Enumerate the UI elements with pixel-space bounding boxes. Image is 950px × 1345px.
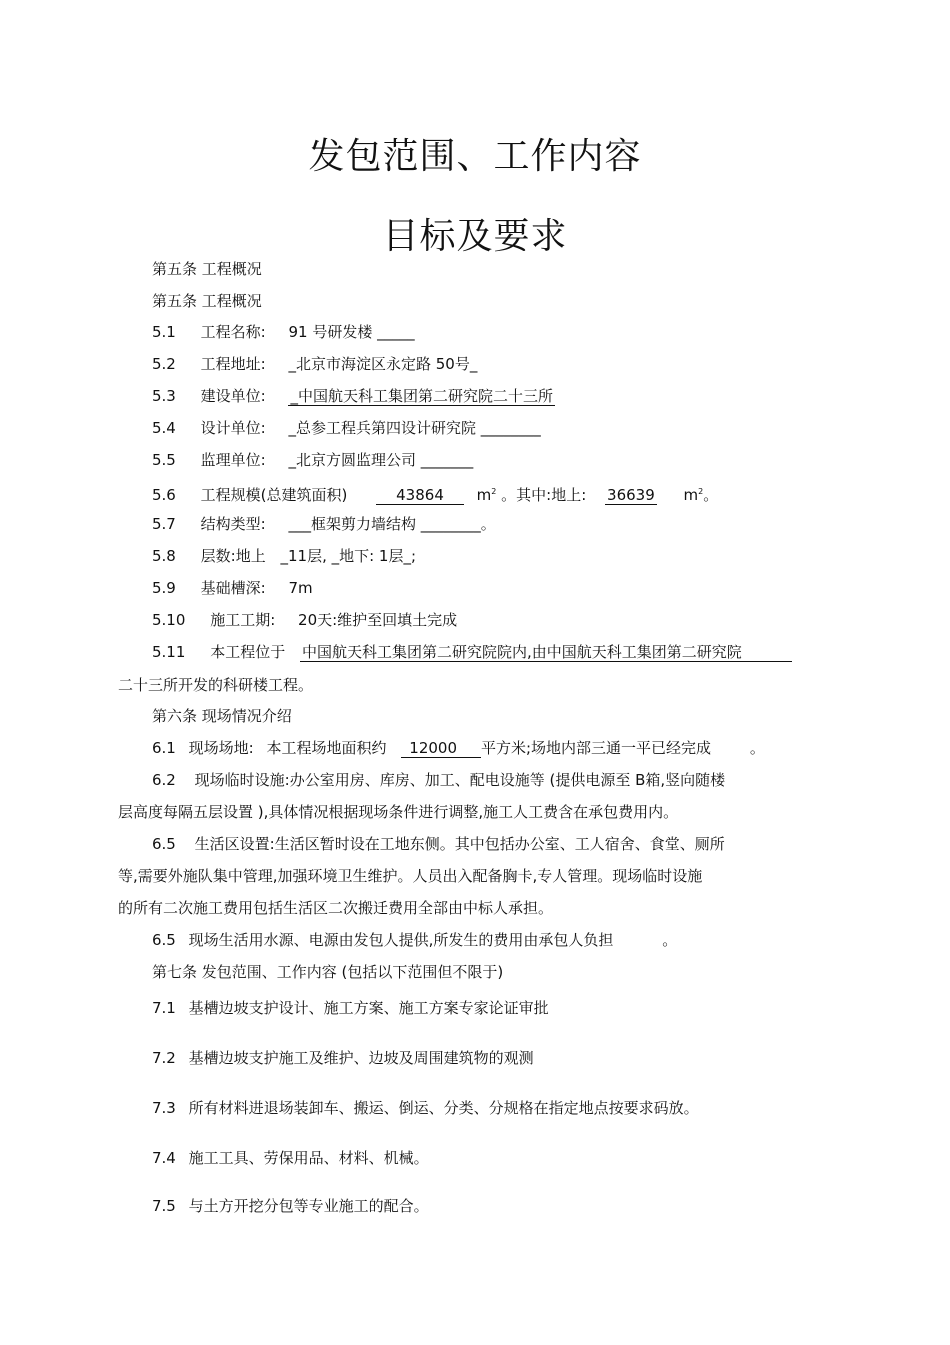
utilities-text: 现场生活用水源、电源由发包人提供,所发生的费用由承包人负担 [188,931,614,949]
item-5-9 [152,578,313,598]
pit-depth-value: 7m [288,579,313,597]
section-5-heading: 第五条 工程概况 [152,260,262,278]
item-number: 7.1 [152,999,176,1017]
item-text: 施工工具、劳保用品、材料、机械。 [188,1149,429,1167]
item-number: 7.3 [152,1099,176,1117]
living-area-line-2: 等,需要外施队集中管理,加强环境卫生维护。人员出入配备胸卡,专人管理。现场临时设施 [118,867,703,885]
item-label: 工程地址: [200,355,266,373]
item-7-5 [152,1196,429,1216]
item-label: 监理单位: [200,451,266,469]
above-ground-area-value: 36639 [607,486,655,504]
sentence-end: 。 [662,931,678,949]
item-number: 5.1 [152,323,176,341]
item-5-8 [152,546,416,566]
item-label: 施工工期: [210,611,276,629]
item-number: 6.1 [152,739,176,757]
project-name-value: 91 号研发楼 _____ [288,323,415,341]
item-number: 5.3 [152,387,176,405]
item-6-5-living-area [152,834,725,854]
item-number: 7.5 [152,1197,176,1215]
item-7-1 [152,998,549,1018]
item-text: 基槽边坡支护设计、施工方案、施工方案专家论证审批 [188,999,549,1017]
item-number: 5.10 [152,611,186,629]
item-5-6 [152,482,718,505]
item-number: 5.2 [152,355,176,373]
item-number: 5.4 [152,419,176,437]
item-number: 7.2 [152,1049,176,1067]
item-5-5 [152,450,473,470]
item-5-11 [152,642,792,662]
item-6-5-utilities [152,930,677,950]
site-area-text: 本工程场地面积约 [266,739,387,757]
sentence-end: 。 [749,739,765,757]
sentence-end: 。 [480,515,496,533]
area-unit: $m^2$ [476,486,497,504]
item-number: 5.5 [152,451,176,469]
item-label: 本工程位于 [210,643,286,661]
item-label: 层数:地上 [200,547,266,565]
item-number: 5.11 [152,643,186,661]
above-ground-label: 。其中:地上: [501,486,587,504]
item-5-10 [152,610,457,630]
area-unit: $m^2$。 [683,486,719,504]
item-label: 设计单位: [200,419,266,437]
item-7-2 [152,1048,534,1068]
item-text: 基槽边坡支护施工及维护、边坡及周围建筑物的观测 [188,1049,534,1067]
living-area-line-1: 生活区设置:生活区暂时设在工地东侧。其中包括办公室、工人宿舍、食堂、厕所 [194,835,725,853]
item-text: 与土方开挖分包等专业施工的配合。 [188,1197,429,1215]
item-number: 6.2 [152,771,176,789]
total-area-value: 43864 [376,486,464,505]
item-5-1 [152,322,415,342]
item-5-11-continuation: 二十三所开发的科研楼工程。 [118,676,314,694]
item-label: 建设单位: [200,387,266,405]
section-7-heading: 第七条 发包范围、工作内容 (包括以下范围但不限于) [152,963,504,981]
supervision-unit-value: _北京方圆监理公司 _______ [288,451,474,469]
item-number: 6.5 [152,835,176,853]
document-title-line-1: 发包范围、工作内容 [308,136,642,177]
item-number: 5.9 [152,579,176,597]
design-unit-value: _总参工程兵第四设计研究院 ________ [288,419,541,437]
item-label: 基础槽深: [200,579,266,597]
temporary-facilities-line-2: 层高度每隔五层设置 ),具体情况根据现场条件进行调整,施工人工费含在承包费用内。 [118,803,679,821]
floors-value: _11层, _地下: 1层_; [280,547,417,565]
item-text: 所有材料进退场装卸车、搬运、倒运、分类、分规格在指定地点按要求码放。 [188,1099,699,1117]
location-value: 中国航天科工集团第二研究院院内,由中国航天科工集团第二研究院 [300,643,792,662]
item-number: 5.7 [152,515,176,533]
living-area-line-3: 的所有二次施工费用包括生活区二次搬迁费用全部由中标人承担。 [118,899,554,917]
temporary-facilities-line-1: 现场临时设施:办公室用房、库房、加工、配电设施等 (提供电源至 B箱,竖向随楼 [194,771,726,789]
item-label: 工程规模(总建筑面积) [200,486,348,504]
item-7-4 [152,1148,429,1168]
site-area-value: 12000 [401,739,481,758]
item-number: 5.6 [152,486,176,504]
item-5-3 [152,386,555,406]
document-title-line-2: 目标及要求 [382,216,568,257]
structure-type-value: ___框架剪力墙结构 ________ [288,515,481,533]
item-5-7 [152,514,496,534]
item-6-1 [152,738,765,758]
item-number: 7.4 [152,1149,176,1167]
duration-value: 20天:维护至回填土完成 [298,611,458,629]
item-number: 6.5 [152,931,176,949]
item-label: 现场场地: [188,739,254,757]
item-6-2 [152,770,725,790]
item-7-3 [152,1098,699,1118]
project-address-value: _北京市海淀区永定路 50号_ [288,355,478,373]
section-5-heading-repeat: 第五条 工程概况 [152,292,262,310]
item-label: 结构类型: [200,515,266,533]
item-label: 工程名称: [200,323,266,341]
owner-unit-value: _中国航天科工集团第二研究院二十三所 [290,387,553,405]
item-5-4 [152,418,541,438]
section-6-heading: 第六条 现场情况介绍 [152,707,292,725]
item-number: 5.8 [152,547,176,565]
site-area-rest: 平方米;场地内部三通一平已经完成 [481,739,712,757]
item-5-2 [152,354,477,374]
